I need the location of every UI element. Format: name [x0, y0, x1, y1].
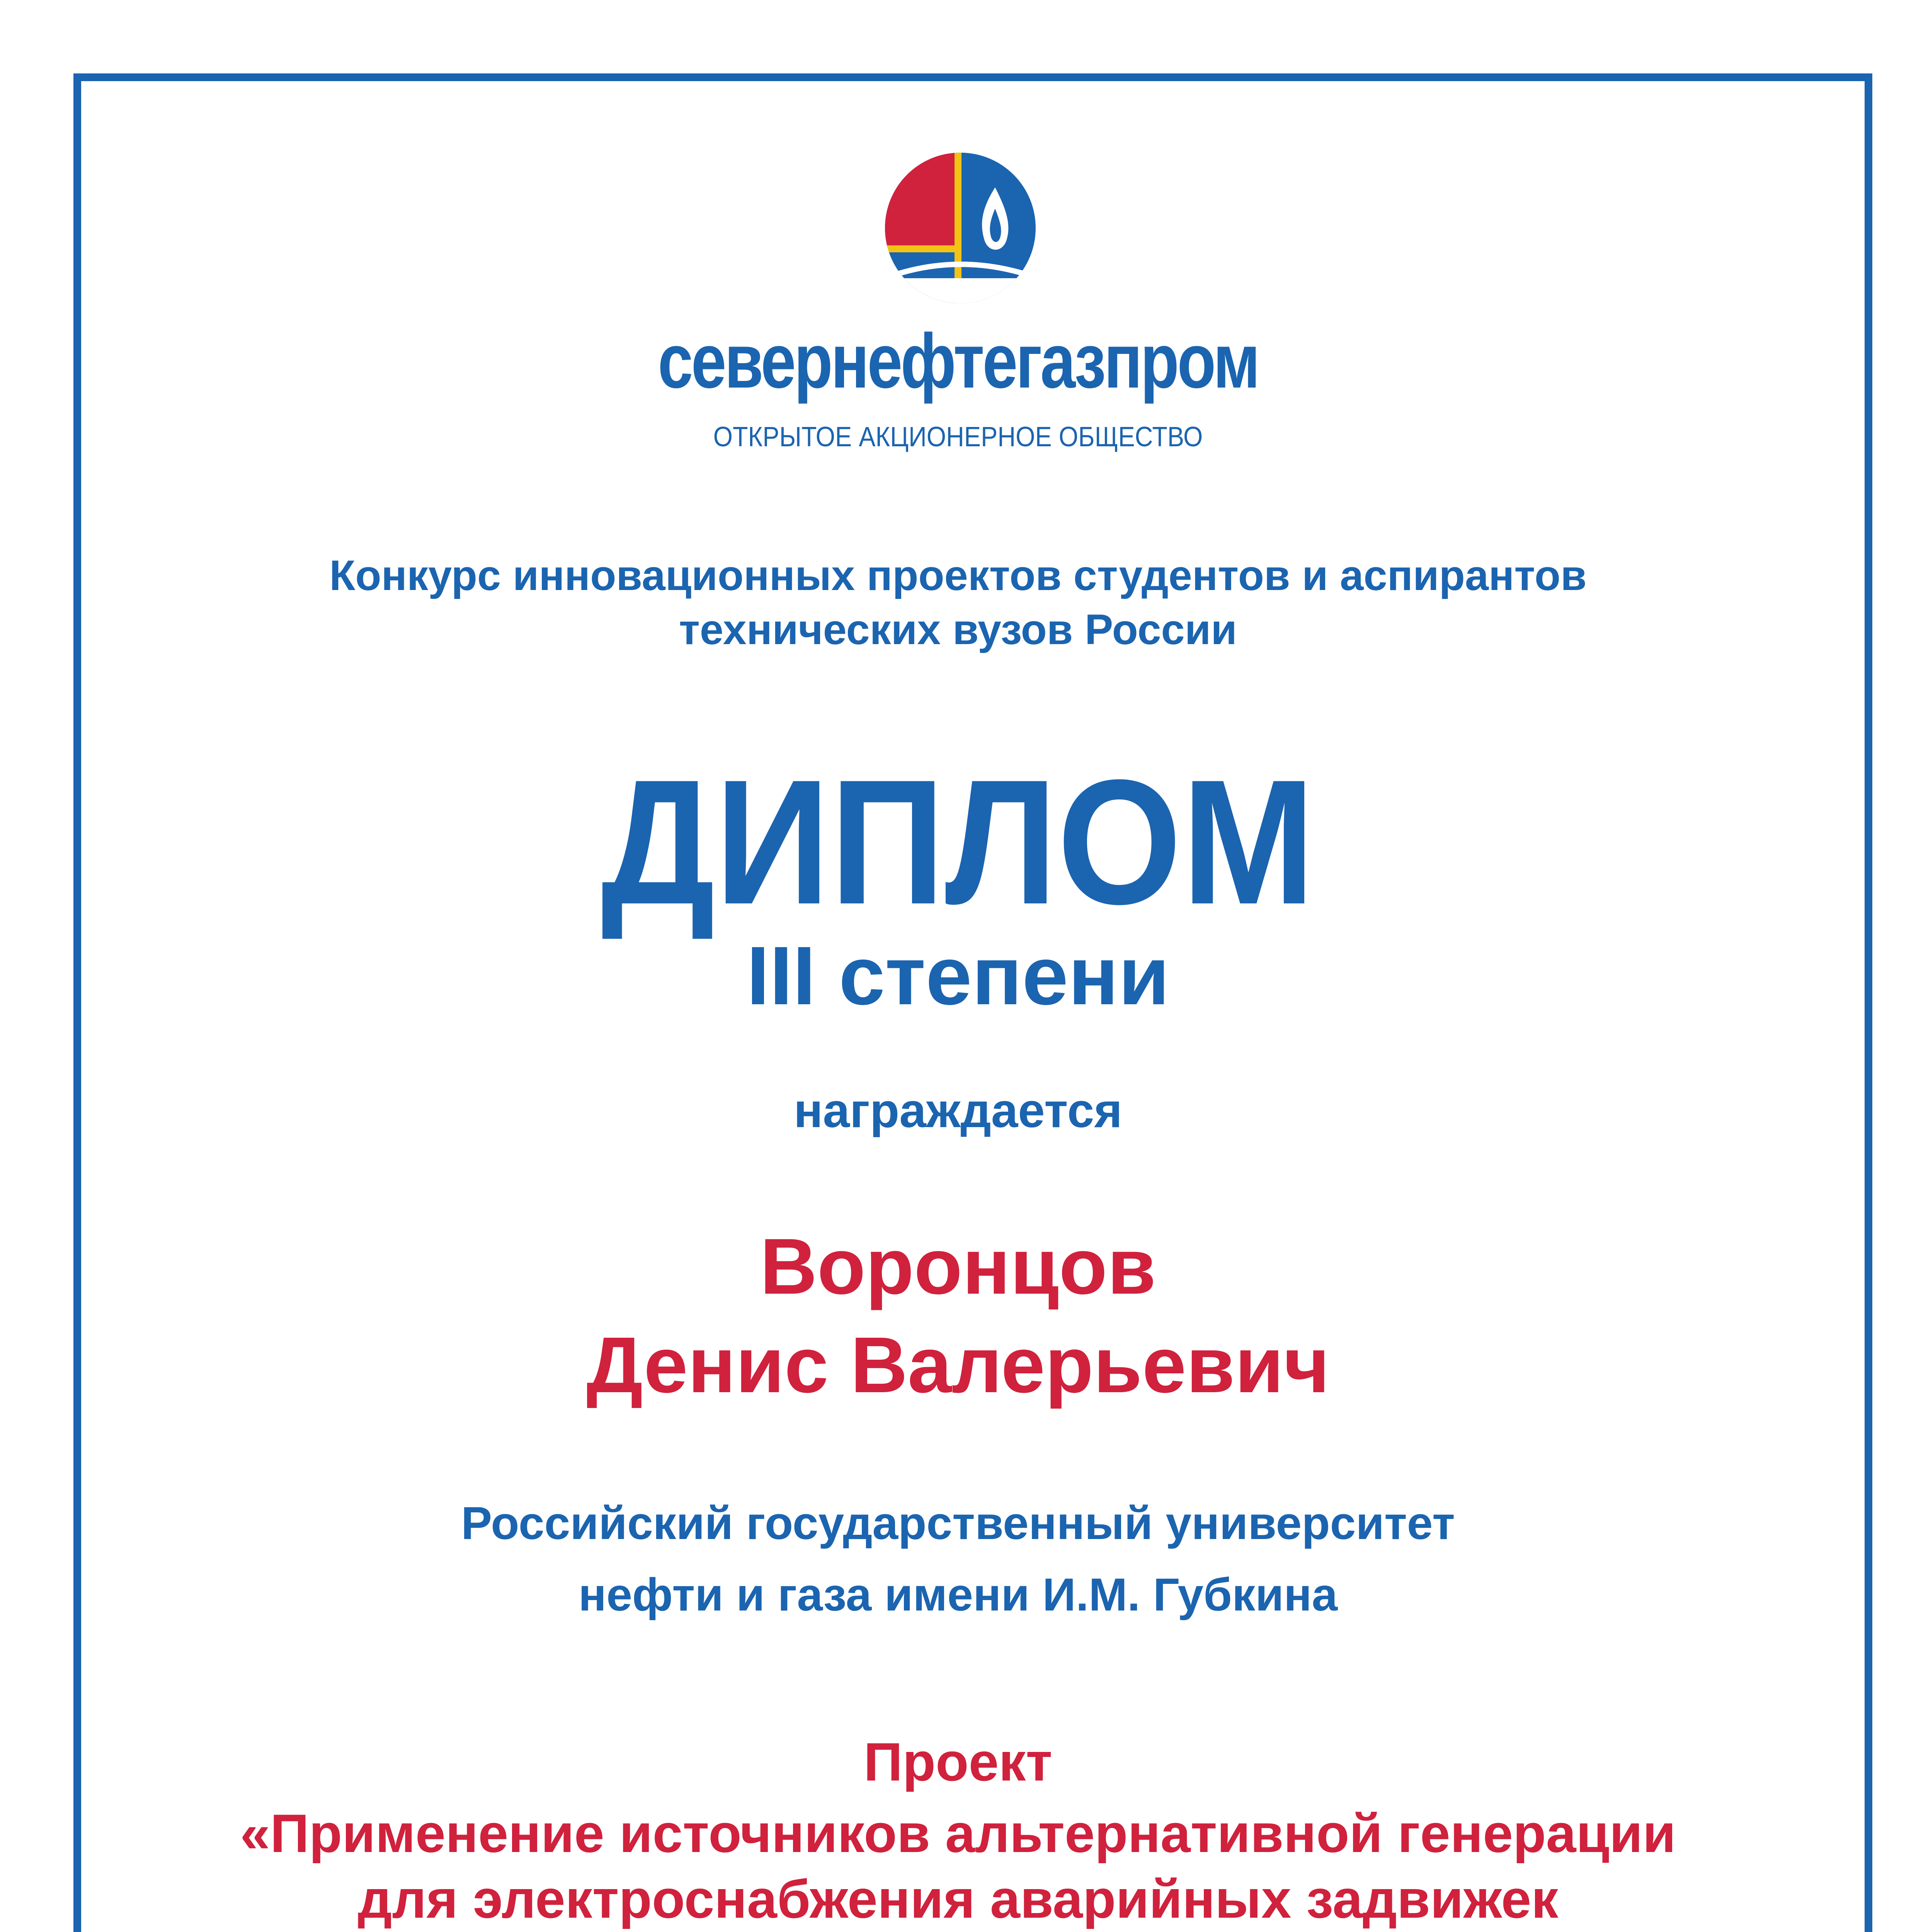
contest-title-line: технических вузов России — [679, 606, 1237, 653]
organization-name: севернефтегазпром — [658, 318, 1258, 404]
university-line: нефти и газа имени И.М. Губкина — [578, 1569, 1338, 1621]
awarded-label: награждается — [793, 1084, 1123, 1138]
recipient-first-names: Денис Валерьевич — [586, 1321, 1330, 1409]
contest-title — [0, 549, 1916, 657]
flame-logo-icon — [883, 151, 1038, 305]
project-label: Проект — [863, 1731, 1053, 1792]
project-title — [0, 1801, 1916, 1932]
organization-subtitle: ОТКРЫТОЕ АКЦИОНЕРНОЕ ОБЩЕСТВО — [713, 422, 1203, 452]
recipient-last-name: Воронцов — [760, 1222, 1156, 1311]
diploma-degree: III степени — [746, 929, 1170, 1022]
university-name — [0, 1488, 1916, 1631]
university-line: Российский государственный университет — [461, 1497, 1455, 1549]
diploma-title: ДИПЛОМ — [601, 743, 1315, 941]
recipient-name — [0, 1217, 1916, 1414]
project-title-line: для электроснабжения аварийных задвижек — [357, 1869, 1559, 1929]
project-title-line: «Применение источников альтернативной генерации — [240, 1803, 1676, 1864]
contest-title-line: Конкурс инновационных проектов студентов и аспирантов — [329, 552, 1587, 599]
